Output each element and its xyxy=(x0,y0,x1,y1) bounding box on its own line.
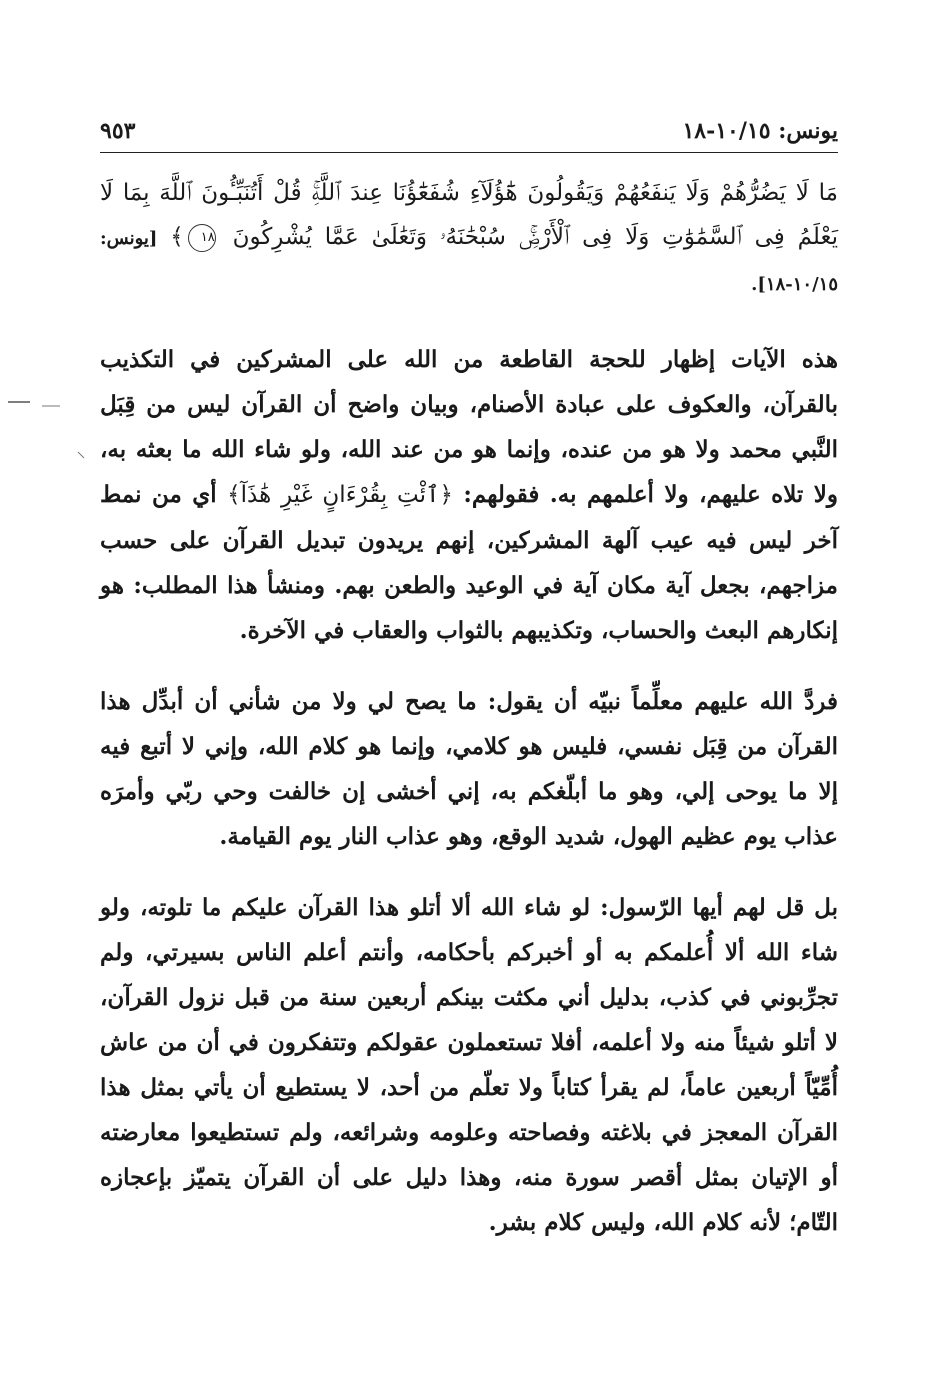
margin-mark xyxy=(78,452,84,458)
quran-verse xyxy=(100,171,838,307)
verse-reference: [يونس: ١٠/١٥-١٨]. xyxy=(100,228,838,295)
paragraph-1-quote: ﴿ٱئْتِ بِقُرْءَانٍ غَيْرِ هَٰذَآ﴾ xyxy=(227,482,453,508)
paragraph-1-end: أي من نمط آخر ليس فيه عيب آلهة المشركين، إنهم يريدون تبديل القرآن على حسب مزاجهم، بجعل آية مكان آية في الوعيد والطعن بهم. ومنشأ هذا المطلب: هو إنكارهم البعث والحساب، وتكذيبهم بالثواب والعقاب في الآخرة. xyxy=(100,481,838,644)
paragraph-2: فردَّ الله عليهم معلِّماً نبيّه أن يقول: ما يصح لي ولا من شأني أن أبدِّل هذا القرآن من قِبَل نفسي، فليس هو كلامي، وإنما هو كلام الله، وإني لا أتبع فيه إلا ما يوحى إلي، وهو ما أبلّغكم به، إني أخشى إن خالفت وحي ربّي وأمرَه عذاب يوم عظيم الهول، شديد الوقع، وهو عذاب النار يوم القيامة. xyxy=(100,688,838,850)
running-header xyxy=(100,112,838,153)
page xyxy=(100,112,838,1268)
paragraph-1 xyxy=(100,337,838,653)
verse-text: مَا لَا يَضُرُّهُمْ وَلَا يَنفَعُهُمْ وَيَقُولُونَ هَٰٓؤُلَآءِ شُفَعَٰٓؤُنَا عِندَ ٱللَّهِۚ قُلْ أَتُنَبِّـُٔونَ ٱللَّهَ بِمَا لَا يَعْلَمُ فِى ٱلسَّمَٰوَٰتِ وَلَا فِى ٱلْأَرْضِۚ سُبْحَٰنَهُۥ وَتَعَٰلَىٰ عَمَّا يُشْرِكُونَ xyxy=(100,180,839,250)
sura-reference: يونس: ١٠/١٥-١٨ xyxy=(682,118,838,144)
verse-close-bracket: ﴾ xyxy=(170,224,184,250)
ayah-number-marker: ١٨ xyxy=(188,224,216,252)
paragraph-3: بل قل لهم أيها الرّسول: لو شاء الله ألا أتلو هذا القرآن عليكم ما تلوته، ولو شاء الله ألا أُعلمكم به أو أخبركم بأحكامه، وأنتم أعلم الناس بسيرتي، ولم تجرِّبوني في كذب، بدليل أني مكثت بينكم أربعين سنة من قبل نزول القرآن، لا أتلو شيئاً منه ولا أعلمه، أفلا تستعملون عقولكم وتتفكرون في أن من عاش أُمِّيّاً أربعين عاماً، لم يقرأ كتاباً ولا تعلّم من أحد، لا يستطيع أن يأتي بمثل هذا القرآن المعجز في بلاغته وفصاحته وعلومه وشرائعه، ولم تستطيعوا معارضته أو الإتيان بمثل أقصر سورة منه، وهذا دليل على أن القرآن يتميّز بإعجازه التّام؛ لأنه كلام الله، وليس كلام بشر. xyxy=(100,894,838,1236)
page-number: ٩٥٣ xyxy=(100,118,136,144)
paragraph-1-start: هذه الآيات إظهار للحجة القاطعة من الله على المشركين في التكذيب بالقرآن، والعكوف على عبادة الأصنام، وبيان واضح أن القرآن ليس من قِبَل النَّبي محمد ولا هو من عنده، وإنما هو من عند الله، ولو شاء الله ما بعثه به، ولا تلاه عليهم، ولا أعلمهم به. فقولهم: xyxy=(100,346,839,508)
